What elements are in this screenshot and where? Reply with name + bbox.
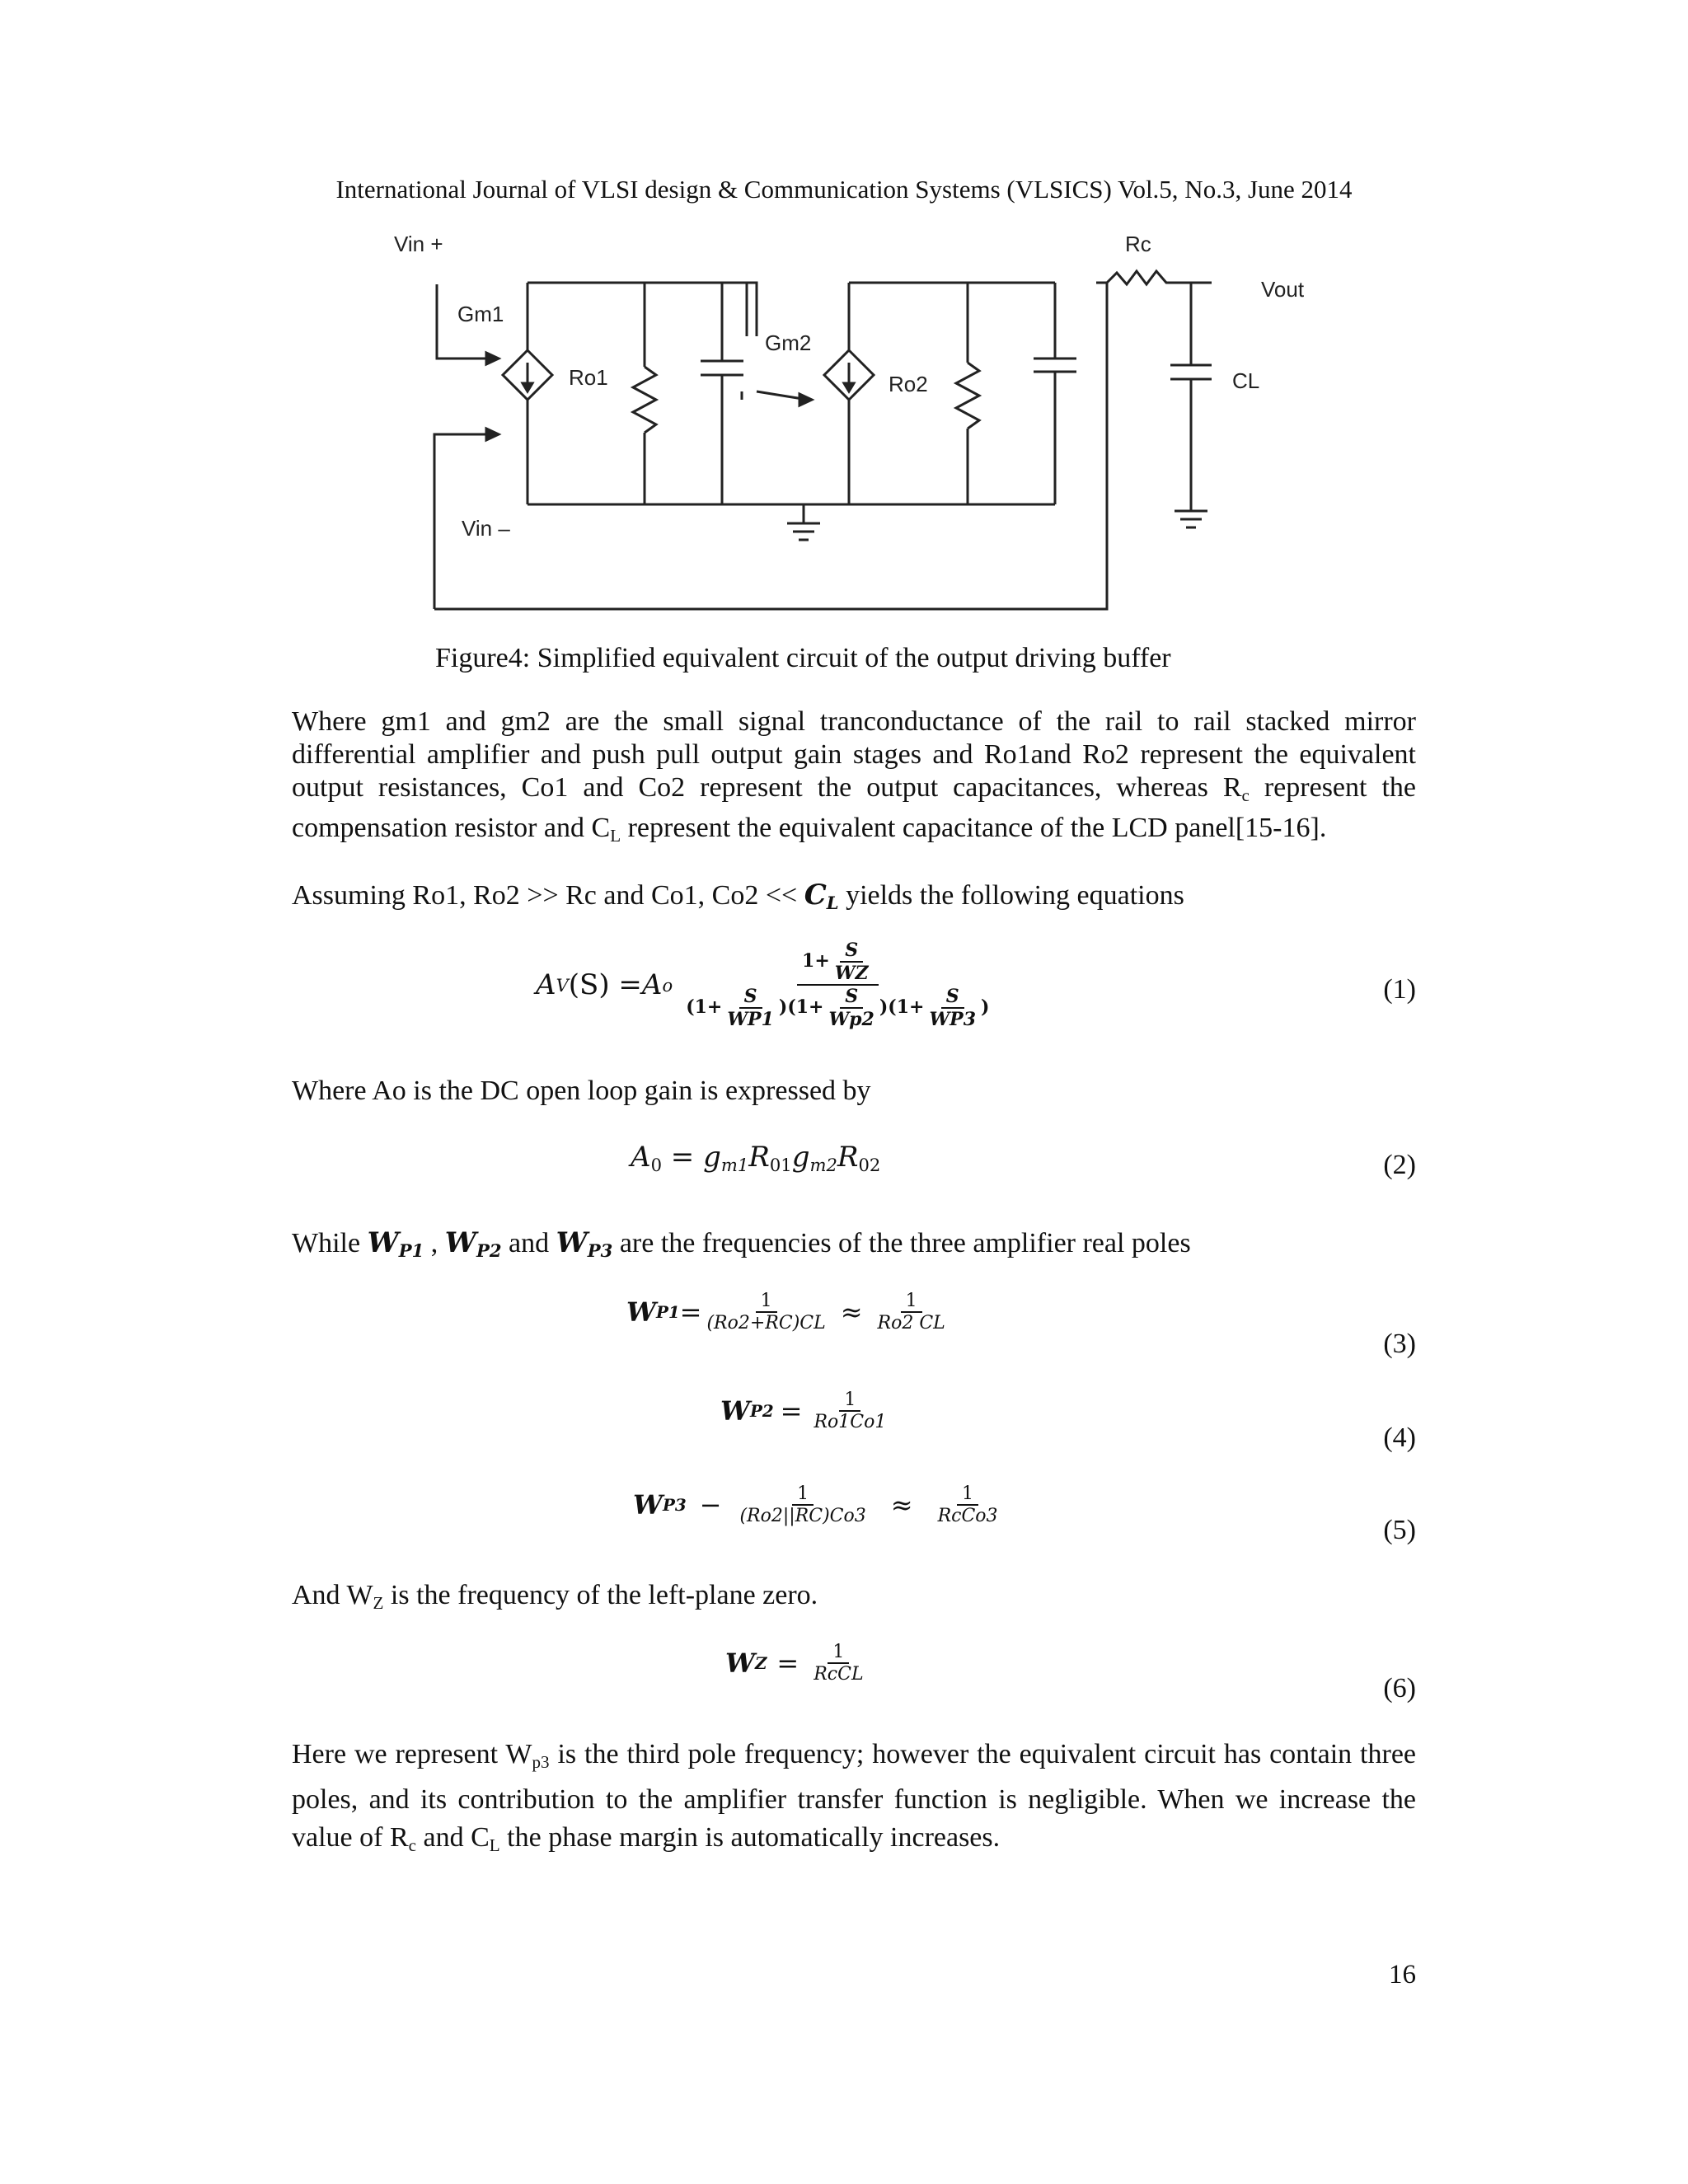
circuit-diagram [387,227,1343,622]
paragraph-6: Here we represent $W_{p3}$ is the third pole frequency; however the equivalent circuit has contain three poles, and its contribution to the amplifier transfer function is negligible. When we increase the value of $R_c$ and $C_L$ the phase margin is automatically increases. [292,1739,1416,1855]
running-header: International Journal of VLSI design & Communication Systems (VLSICS) Vol.5, No.3, June 2014 [335,175,1353,204]
label-vout: Vout [1261,277,1305,302]
label-vin-plus: Vin + [394,232,443,256]
equation-6: W Z = $\frac{1}{\text{RcCL}}$ [725,1642,864,1685]
label-vin-minus: Vin – [462,516,510,541]
equation-6-number: (6) [1383,1673,1416,1704]
equation-5: W P3 − $\frac{1}{(Ro2||RC)Co3}$ ≈ $\frac{1}{\text{RcCo3}}$ [633,1483,998,1526]
label-gm2: Gm2 [765,330,812,355]
equation-3-number: (3) [1383,1329,1416,1359]
equation-4-number: (4) [1383,1422,1416,1453]
equation-4: W P2 = $\frac{1}{Ro1Co1}$ [720,1390,887,1432]
paragraph-3: Where Ao is the DC open loop gain is expressed by [292,1076,871,1106]
label-cl: CL [1232,368,1260,393]
equation-2: $A_0 = g_{m1}R_{01}g_{m2}R_{02}$ [631,1141,881,1175]
paragraph-4: While $W_{P1}$ , $W_{P2}$ and $W_{P3}$ are the frequencies of the three amplifier real poles [292,1226,1191,1261]
label-gm1: Gm1 [457,302,504,326]
paragraph-2: Assuming Ro1, Ro2 >> Rc and Co1, $Co2 << C_L$ yields the following equations [292,879,1184,913]
label-ro1: Ro1 [569,365,608,390]
figure-caption: Figure4: Simplified equivalent circuit of the output driving buffer [435,643,1171,673]
label-ro2: Ro2 [889,372,928,396]
equation-1-number: (1) [1383,974,1416,1005]
equation-2-number: (2) [1383,1150,1416,1180]
page-number: 16 [1389,1960,1416,1990]
label-rc: Rc [1125,232,1151,256]
equation-5-number: (5) [1383,1515,1416,1545]
paragraph-1: Where gm1 and gm2 are the small signal tranconductance of the rail to rail stacked mirror differential amplifier and push pull output gain stages and Ro1and Ro2 represent the equivalent output resistances, Co1 and Co2 represent the output capacitances, whereas $R_c$ represent the compensation resistor and $C_L$ represent the equivalent capacitance of the LCD panel[15-16]. [292,706,1416,846]
equation-3: W P1 = $\frac{1}{(Ro2+RC)CL}$ ≈ $\frac{1}{Ro2 CL}$ [626,1291,945,1333]
paragraph-5: And $W_Z$ is the frequency of the left-plane zero. [292,1580,818,1613]
equation-1: A V (S) = A o 1+ $\frac{S}{WZ}$ (1+ $\frac{S}{WP1}$ )(1+ $\frac{S}{Wp2}$ )(1+ $\frac{S}{WP3}$ ) [536,940,990,1030]
